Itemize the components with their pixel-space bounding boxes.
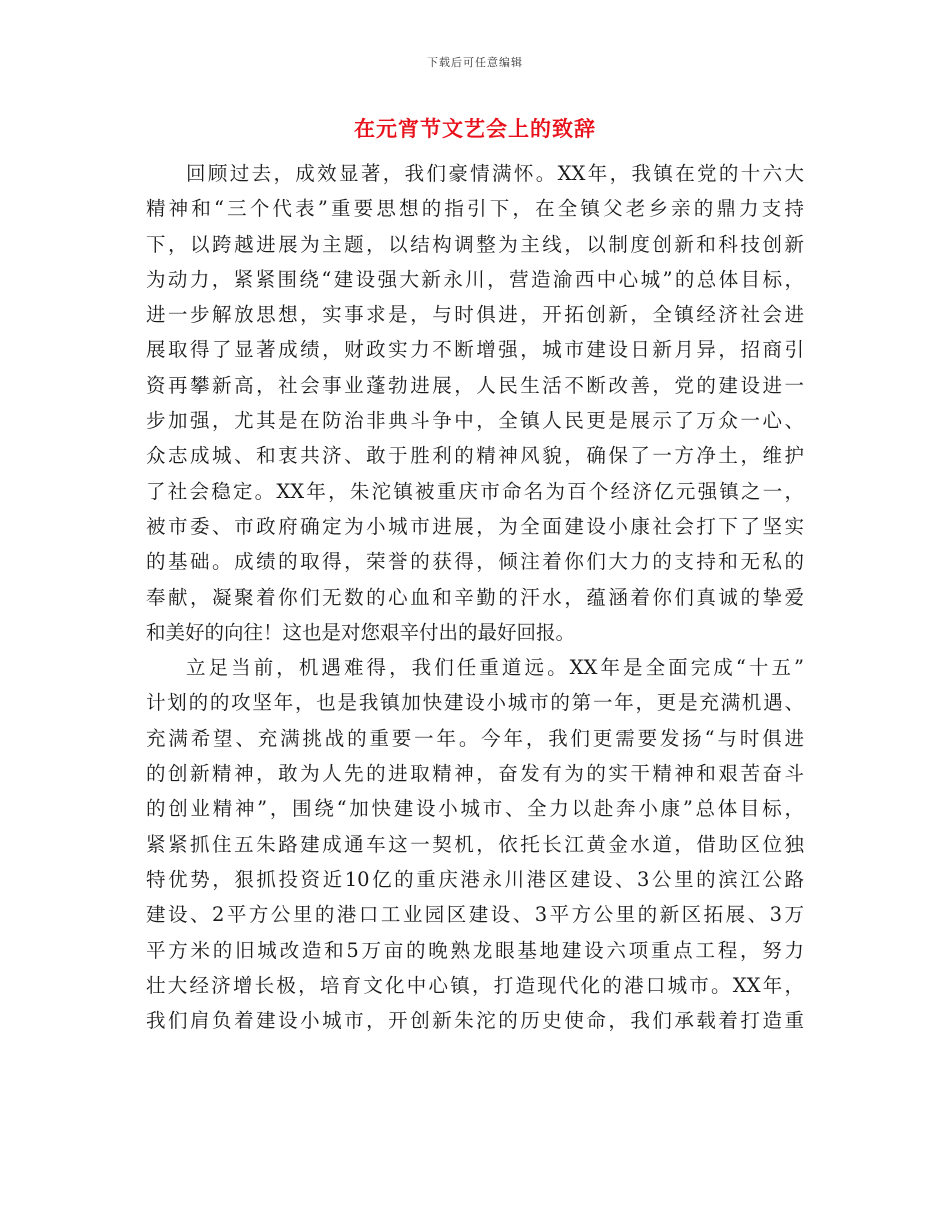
text-line: 回顾过去，成效显著，我们豪情满怀。XX年，我镇在党的十六大 — [186, 162, 804, 185]
text-line: 步加强，尤其是在防治非典斗争中，全镇人民更是展示了万众一心、 — [146, 409, 804, 433]
text-line: 紧紧抓住五朱路建成通车这一契机，依托长江黄金水道，借助区位独 — [146, 832, 804, 856]
text-line: 壮大经济增长极，培育文化中心镇，打造现代化的港口城市。XX年， — [146, 973, 804, 997]
paragraph-2 — [146, 650, 804, 1038]
text-line: 资再攀新高，社会事业蓬勃进展，人民生活不断改善，党的建设进一 — [146, 373, 804, 397]
text-line: 计划的的攻坚年，也是我镇加快建设小城市的第一年，更是充满机遇、 — [146, 691, 804, 715]
text-line: 为动力，紧紧围绕“建设强大新永川，营造渝西中心城”的总体目标， — [146, 267, 804, 291]
text-line: 立足当前，机遇难得，我们任重道远。XX年是全面完成“十五” — [186, 656, 804, 680]
text-line: 奉献，凝聚着你们无数的心血和辛勤的汗水，蕴涵着你们真诚的挚爱 — [146, 585, 804, 609]
text-line: 和美好的向往！这也是对您艰辛付出的最好回报。 — [146, 620, 576, 644]
text-line: 充满希望、充满挑战的重要一年。今年，我们更需要发扬“与时俱进 — [146, 726, 804, 750]
text-line: 特优势，狠抓投资近10亿的重庆港永川港区建设、3公里的滨江公路 — [146, 867, 804, 891]
text-line: 我们肩负着建设小城市，开创新朱沱的历史使命，我们承载着打造重 — [146, 1009, 804, 1033]
text-line: 平方米的旧城改造和5万亩的晚熟龙眼基地建设六项重点工程，努力 — [146, 938, 804, 962]
text-line: 进一步解放思想，实事求是，与时俱进，开拓创新，全镇经济社会进 — [146, 303, 804, 327]
paragraph-1 — [146, 156, 804, 650]
text-line: 建设、2平方公里的港口工业园区建设、3平方公里的新区拓展、3万 — [146, 903, 804, 927]
text-line: 精神和“三个代表”重要思想的指引下，在全镇父老乡亲的鼎力支持 — [146, 197, 804, 221]
text-line: 被市委、市政府确定为小城市进展，为全面建设小康社会打下了坚实 — [146, 514, 804, 538]
text-line: 展取得了显著成绩，财政实力不断增强，城市建设日新月异，招商引 — [146, 338, 804, 362]
document-title: 在元宵节文艺会上的致辞 — [354, 116, 596, 141]
document-body — [146, 156, 804, 1038]
text-line: 的创业精神”，围绕“加快建设小城市、全力以赴奔小康”总体目标， — [146, 797, 804, 821]
text-line: 下，以跨越进展为主题，以结构调整为主线，以制度创新和科技创新 — [146, 232, 804, 256]
text-line: 了社会稳定。XX年，朱沱镇被重庆市命名为百个经济亿元强镇之一， — [146, 479, 804, 503]
text-line: 众志成城、和衷共济、敢于胜利的精神风貌，确保了一方净土，维护 — [146, 444, 804, 468]
text-line: 的创新精神，敢为人先的进取精神，奋发有为的实干精神和艰苦奋斗 — [146, 762, 804, 786]
text-line: 的基础。成绩的取得，荣誉的获得，倾注着你们大力的支持和无私的 — [146, 550, 804, 574]
page-header-note: 下载后可任意编辑 — [427, 56, 523, 69]
